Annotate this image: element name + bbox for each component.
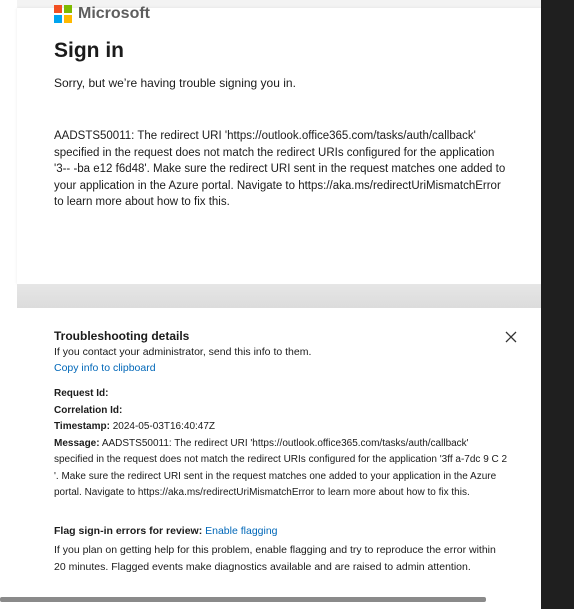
flag-label: Flag sign-in errors for review: bbox=[54, 525, 203, 537]
flag-description: If you plan on getting help for this problem, enable flagging and try to reproduce the error within 20 minutes. Flagged events make diagnostics available and are raised to admin attention. bbox=[54, 544, 496, 573]
brand-name: Microsoft bbox=[78, 5, 150, 22]
horizontal-scrollbar[interactable] bbox=[0, 597, 486, 602]
request-id-row bbox=[54, 386, 509, 403]
sorry-text: Sorry, but we’re having trouble signing you in. bbox=[54, 76, 296, 90]
correlation-id-label: Correlation Id: bbox=[54, 404, 123, 416]
correlation-id-row bbox=[54, 403, 509, 420]
page-title: Sign in bbox=[54, 39, 124, 62]
troubleshooting-panel bbox=[17, 308, 541, 609]
divider-band bbox=[17, 284, 541, 308]
close-icon[interactable] bbox=[503, 329, 519, 345]
error-message: AADSTS50011: The redirect URI 'https://outlook.office365.com/tasks/auth/callback' specified in the request does not match the redirect URIs configured for the application '3-- -ba e12 f6d48'. Make sure the redirect URI sent in the request matches one added to your application in the Azure portal. Navigate to https://aka.ms/redirectUriMismatchError to learn more about how to fix this. bbox=[54, 130, 506, 208]
right-dark-panel bbox=[541, 0, 574, 609]
microsoft-logo bbox=[54, 5, 150, 23]
copy-info-link[interactable]: Copy info to clipboard bbox=[54, 362, 156, 374]
enable-flagging-link[interactable]: Enable flagging bbox=[205, 525, 278, 537]
message-label: Message: bbox=[54, 437, 100, 449]
flag-row bbox=[54, 525, 278, 537]
timestamp-row bbox=[54, 419, 509, 436]
timestamp-value: 2024-05-03T16:40:47Z bbox=[112, 421, 216, 432]
left-margin bbox=[0, 0, 17, 609]
troubleshooting-title: Troubleshooting details bbox=[54, 329, 190, 343]
contact-admin-text: If you contact your administrator, send this info to them. bbox=[54, 346, 312, 358]
message-value: AADSTS50011: The redirect URI 'https://outlook.office365.com/tasks/auth/callback' specified in the request does not match the redirect URIs configured for the application '3ff a-7dc 9 C 2 '. Make sure the redirect URI sent in the request matches one added to your application in the Azure portal. Navigate to https://aka.ms/redirectUriMismatchError to learn more about how to fix this. bbox=[54, 437, 508, 498]
request-id-label: Request Id: bbox=[54, 388, 109, 399]
microsoft-squares-icon bbox=[54, 5, 72, 23]
timestamp-label: Timestamp: bbox=[54, 421, 110, 432]
details-block bbox=[54, 386, 509, 502]
sign-in-card bbox=[17, 5, 541, 284]
message-row bbox=[54, 436, 509, 502]
